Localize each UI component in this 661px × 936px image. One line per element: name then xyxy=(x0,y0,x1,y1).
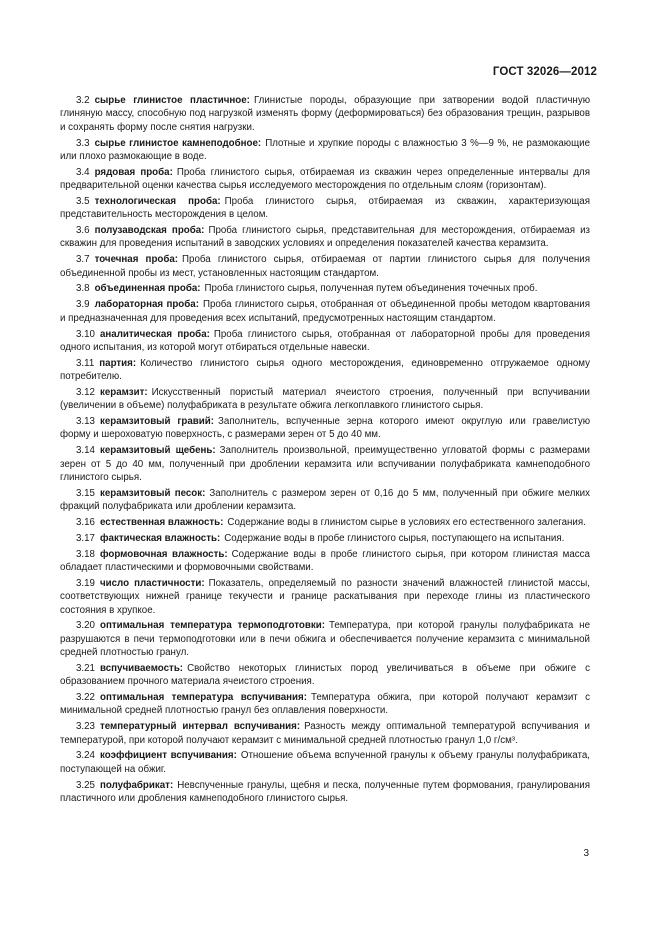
term-name: оптимальная температура вспучивания: xyxy=(99,692,307,704)
term-3-6 xyxy=(60,224,590,251)
term-number: 3.16 xyxy=(76,516,95,528)
term-definition: Проба глинистого сырья, отобранная от объединенной пробы методом квартования и предназначенная для проведения всех испытаний, предусмотренных настоящим стандартом. xyxy=(60,299,590,324)
term-name: коэффициент вспучивания: xyxy=(99,750,237,762)
term-number: 3.5 xyxy=(76,195,90,207)
term-number: 3.18 xyxy=(76,548,95,560)
term-name: формовочная влажность: xyxy=(99,548,228,560)
term-3-13 xyxy=(60,415,590,442)
page-number: 3 xyxy=(583,848,589,859)
term-definition: Разность между оптимальной температурой вспучивания и температурой, при которой получают керамзит с минимальной средней плотностью гранул 1,0 г/см³. xyxy=(60,721,590,746)
term-definition: Искусственный пористый материал ячеистого строения, полученный при вспучивании (увеличении в объеме) полуфабриката в результате обжига легкоплавкого глинистого сырья. xyxy=(60,386,590,412)
term-definition: Заполнитель произвольной, преимущественно угловатой формы с размерами зерен от 5 до 40 мм, полученный при дроблении керамзита или вспучивании полуфабриката камнеподобного глинистого сырья. xyxy=(60,445,590,483)
term-name: технологическая проба: xyxy=(94,195,221,207)
term-name: оптимальная температура термоподготовки: xyxy=(99,620,325,632)
term-3-15 xyxy=(60,487,590,514)
term-number: 3.3 xyxy=(76,137,90,149)
term-number: 3.11 xyxy=(76,357,95,369)
term-number: 3.6 xyxy=(76,225,90,237)
term-name: полузаводская проба: xyxy=(94,225,205,237)
term-3-16 xyxy=(60,516,590,529)
term-3-5 xyxy=(60,195,590,222)
term-3-14 xyxy=(60,444,590,484)
term-number: 3.21 xyxy=(76,662,95,674)
term-definition: Проба глинистого сырья, отобранная от лабораторной пробы для проведения одного испытания, из которой могут отбираться отдельные навески. xyxy=(60,328,591,353)
term-3-8 xyxy=(60,282,590,295)
term-number: 3.9 xyxy=(76,299,90,311)
term-name: рядовая проба: xyxy=(94,166,173,178)
term-3-3 xyxy=(60,137,590,164)
term-name: фактическая влажность: xyxy=(99,532,221,544)
term-number: 3.19 xyxy=(76,577,95,589)
term-number: 3.15 xyxy=(76,487,95,499)
term-number: 3.10 xyxy=(76,328,95,340)
term-name: точечная проба: xyxy=(94,254,179,266)
term-definition: Проба глинистого сырья, отбираемая от партии глинистого сырья для получения объединенной пробы из мест, установленных настоящим стандартом. xyxy=(60,254,590,279)
term-definition: Показатель, определяемый по разности значений влажностей глинистой массы, соответствующих нижней границе текучести и границе раскатывания при переходе глины из пластического состояния в хрупкое. xyxy=(60,577,590,616)
term-definition: Количество глинистого сырья одного месторождения, единовременно отгружаемое одному потребителю. xyxy=(60,357,590,383)
term-name: температурный интервал вспучивания: xyxy=(99,721,301,733)
term-name: число пластичности: xyxy=(99,577,205,589)
term-definition: Проба глинистого сырья, полученная путем объединения точечных проб. xyxy=(204,283,538,295)
term-number: 3.4 xyxy=(76,166,90,178)
term-name: керамзитовый гравий: xyxy=(99,416,215,428)
term-name: лабораторная проба: xyxy=(94,299,199,311)
term-3-9 xyxy=(60,298,590,325)
term-definition: Температура, при которой гранулы полуфабриката не разрушаются в печи термоподготовки или в печи обжига и обеспечивается получение керамзита с минимальной средней плотностью гранул. xyxy=(60,620,590,659)
term-3-23 xyxy=(60,720,590,747)
term-definition: Проба глинистого сырья, отбираемая из скважин через определенные интервалы для предварительной оценки качества сырья исследуемого месторождения по отдельным слоям (горизонтам). xyxy=(60,166,591,192)
term-definition: Содержание воды в глинистом сырье в условиях его естественного залегания. xyxy=(227,516,586,528)
term-definition: Глинистые породы, образующие при затворении водой пластичную глиняную массу, способную под нагрузкой изменять форму (деформироваться) без образования трещин, разрывов и сохранять форму после снятия нагрузки. xyxy=(60,95,591,133)
term-3-4 xyxy=(60,166,590,193)
term-3-24 xyxy=(60,749,590,776)
term-number: 3.17 xyxy=(76,532,95,544)
term-name: сырье глинистое пластичное: xyxy=(94,95,250,106)
term-number: 3.8 xyxy=(76,283,90,295)
term-3-17 xyxy=(60,532,590,545)
term-3-19 xyxy=(60,577,590,617)
term-number: 3.20 xyxy=(76,620,95,632)
document-code-header: ГОСТ 32026—2012 xyxy=(492,66,597,78)
term-name: объединенная проба: xyxy=(94,283,201,295)
term-definition: Проба глинистого сырья, отбираемая из скважин, характеризующая представительность месторождения в целом. xyxy=(60,195,590,221)
term-name: керамзитовый щебень: xyxy=(99,445,216,457)
term-definition: Невспученные гранулы, щебня и песка, полученные путем формования, гранулирования пластичного или дробления камнеподобного глинистого сырья. xyxy=(60,779,590,804)
term-definition: Свойство некоторых глинистых пород увеличиваться в объеме при обжиге с образованием прочного материала ячеистого строения. xyxy=(60,662,590,688)
term-definition: Заполнитель с размером зерен от 0,16 до 5 мм, полученный при обжиге мелких фракций полуфабриката или дроблении керамзита. xyxy=(60,487,590,513)
term-definition: Проба глинистого сырья, представительная для месторождения, отбираемая из скважин для проведения испытаний в заводских условиях и определения показателей качества керамзита. xyxy=(60,225,590,250)
term-name: аналитическая проба: xyxy=(99,328,210,340)
term-name: естественная влажность: xyxy=(99,516,224,528)
term-number: 3.23 xyxy=(76,721,95,733)
term-number: 3.7 xyxy=(76,254,90,266)
term-number: 3.14 xyxy=(76,445,95,457)
term-number: 3.2 xyxy=(76,95,90,106)
term-definition: Отношение объема вспученной гранулы к объему гранулы полуфабриката, поступающей на обжиг. xyxy=(60,750,590,775)
term-name: полуфабрикат: xyxy=(99,779,174,791)
terms-section xyxy=(60,94,590,808)
term-name: вспучиваемость: xyxy=(99,662,184,674)
term-3-7 xyxy=(60,253,590,280)
term-3-11 xyxy=(60,357,590,384)
term-3-21 xyxy=(60,662,590,689)
term-name: керамзит: xyxy=(99,386,148,398)
term-definition: Содержание воды в пробе глинистого сырья, поступающего на испытания. xyxy=(224,532,565,544)
term-number: 3.12 xyxy=(76,386,95,398)
term-3-2 xyxy=(60,94,590,134)
term-definition: Плотные и хрупкие породы с влажностью 3 %—9 %, не размокающие или плохо размокающие в воде. xyxy=(60,137,590,162)
term-name: сырье глинистое камнеподобное: xyxy=(94,137,262,149)
term-definition: Заполнитель, вспученные зерна которого имеют округлую или гравелистую форму и шероховатую поверхность, с размерами зерен от 5 до 40 мм. xyxy=(60,416,591,441)
term-name: керамзитовый песок: xyxy=(99,487,206,499)
term-3-18 xyxy=(60,548,590,575)
term-name: партия: xyxy=(99,357,137,369)
term-number: 3.25 xyxy=(76,779,95,791)
term-definition: Температура обжига, при которой получают керамзит с минимальной средней плотностью гранул без оплавления поверхности. xyxy=(60,692,590,717)
term-number: 3.22 xyxy=(76,692,95,704)
term-3-10 xyxy=(60,328,590,355)
term-3-20 xyxy=(60,619,590,659)
term-3-12 xyxy=(60,386,590,413)
term-3-25 xyxy=(60,779,590,806)
term-number: 3.13 xyxy=(76,416,95,428)
term-number: 3.24 xyxy=(76,750,95,762)
term-definition: Содержание воды в пробе глинистого сырья, при котором глинистая масса обладает пластическими и формовочными свойствами. xyxy=(60,548,590,573)
term-3-22 xyxy=(60,691,590,718)
